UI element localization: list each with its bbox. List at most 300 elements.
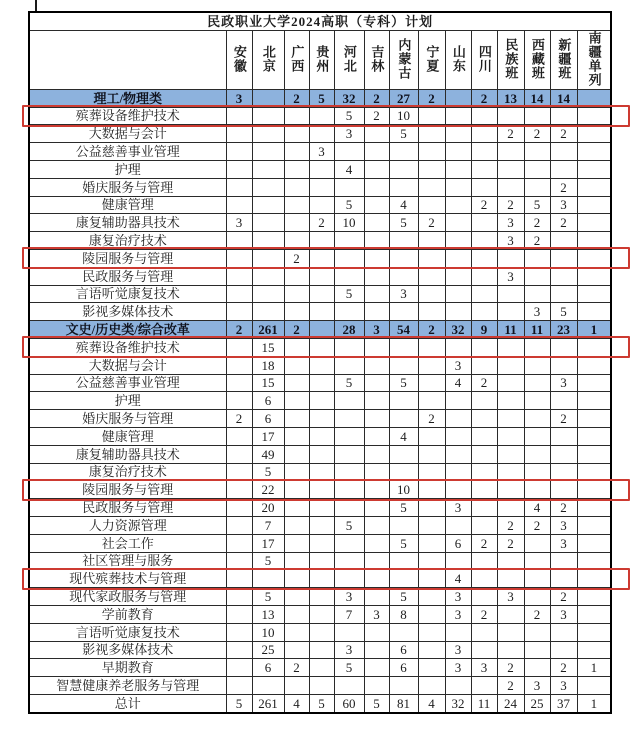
row-label: 学前教育 — [29, 605, 226, 623]
value-cell — [471, 285, 497, 303]
table-row — [29, 214, 611, 232]
value-cell — [524, 481, 550, 499]
value-cell — [550, 481, 577, 499]
value-cell — [445, 427, 471, 445]
value-cell — [252, 570, 284, 588]
value-cell — [364, 659, 389, 677]
value-cell: 5 — [389, 125, 418, 143]
column-header-label: 民族班 — [503, 37, 519, 80]
column-header — [550, 30, 577, 89]
value-cell — [309, 338, 334, 356]
table-row — [29, 143, 611, 161]
value-cell — [226, 303, 252, 321]
value-cell: 3 — [445, 605, 471, 623]
column-header — [577, 30, 611, 89]
table-row — [29, 534, 611, 552]
value-cell — [524, 427, 550, 445]
value-cell — [284, 160, 309, 178]
value-cell — [284, 481, 309, 499]
table-row — [29, 303, 611, 321]
value-cell — [252, 267, 284, 285]
value-cell — [418, 659, 445, 677]
value-cell — [577, 516, 611, 534]
value-cell — [471, 463, 497, 481]
value-cell: 3 — [226, 89, 252, 107]
value-cell — [334, 552, 364, 570]
value-cell — [309, 303, 334, 321]
value-cell — [497, 107, 524, 125]
column-header-label: 四川 — [476, 44, 492, 73]
column-header — [418, 30, 445, 89]
value-cell — [226, 338, 252, 356]
value-cell: 3 — [364, 321, 389, 339]
value-cell — [471, 232, 497, 250]
value-cell — [309, 445, 334, 463]
plan-table-body — [29, 89, 611, 712]
column-header — [364, 30, 389, 89]
value-cell — [389, 392, 418, 410]
value-cell: 10 — [334, 214, 364, 232]
value-cell — [226, 143, 252, 161]
value-cell: 10 — [252, 623, 284, 641]
value-cell — [497, 285, 524, 303]
value-cell: 17 — [252, 427, 284, 445]
value-cell — [364, 338, 389, 356]
value-cell: 4 — [389, 427, 418, 445]
value-cell: 2 — [524, 232, 550, 250]
value-cell — [334, 303, 364, 321]
value-cell — [497, 463, 524, 481]
value-cell: 2 — [550, 125, 577, 143]
table-row — [29, 552, 611, 570]
value-cell: 37 — [550, 694, 577, 712]
value-cell: 54 — [389, 321, 418, 339]
value-cell — [550, 552, 577, 570]
value-cell — [226, 516, 252, 534]
row-label: 早期教育 — [29, 659, 226, 677]
value-cell — [252, 89, 284, 107]
value-cell — [445, 338, 471, 356]
value-cell — [364, 677, 389, 695]
value-cell: 2 — [550, 659, 577, 677]
value-cell — [471, 356, 497, 374]
value-cell — [418, 356, 445, 374]
value-cell: 15 — [252, 338, 284, 356]
value-cell: 23 — [550, 321, 577, 339]
table-row — [29, 196, 611, 214]
table-row — [29, 356, 611, 374]
value-cell — [418, 552, 445, 570]
value-cell: 9 — [471, 321, 497, 339]
value-cell — [577, 338, 611, 356]
value-cell: 3 — [445, 659, 471, 677]
row-label: 社会工作 — [29, 534, 226, 552]
value-cell: 4 — [418, 694, 445, 712]
value-cell — [364, 641, 389, 659]
value-cell — [445, 516, 471, 534]
value-cell: 81 — [389, 694, 418, 712]
value-cell: 3 — [445, 588, 471, 606]
value-cell — [524, 534, 550, 552]
value-cell — [524, 445, 550, 463]
value-cell — [252, 214, 284, 232]
value-cell — [418, 605, 445, 623]
value-cell — [252, 196, 284, 214]
value-cell — [334, 267, 364, 285]
value-cell: 3 — [334, 641, 364, 659]
value-cell: 20 — [252, 499, 284, 517]
row-label: 总计 — [29, 694, 226, 712]
value-cell — [226, 463, 252, 481]
value-cell — [226, 534, 252, 552]
value-cell: 7 — [252, 516, 284, 534]
value-cell — [471, 249, 497, 267]
value-cell: 3 — [334, 588, 364, 606]
value-cell — [389, 232, 418, 250]
value-cell: 3 — [364, 605, 389, 623]
value-cell — [471, 338, 497, 356]
value-cell — [226, 196, 252, 214]
table-row — [29, 463, 611, 481]
value-cell — [284, 516, 309, 534]
column-header-label: 北京 — [260, 44, 276, 73]
value-cell — [445, 160, 471, 178]
value-cell — [389, 249, 418, 267]
value-cell: 5 — [364, 694, 389, 712]
table-row — [29, 107, 611, 125]
value-cell: 2 — [550, 588, 577, 606]
value-cell — [418, 338, 445, 356]
value-cell — [364, 623, 389, 641]
value-cell: 4 — [389, 196, 418, 214]
value-cell — [445, 552, 471, 570]
row-label: 人力资源管理 — [29, 516, 226, 534]
value-cell: 2 — [524, 125, 550, 143]
value-cell — [471, 267, 497, 285]
value-cell — [309, 125, 334, 143]
value-cell: 28 — [334, 321, 364, 339]
value-cell — [524, 143, 550, 161]
value-cell: 10 — [389, 481, 418, 499]
value-cell — [284, 267, 309, 285]
value-cell — [226, 392, 252, 410]
table-row — [29, 338, 611, 356]
table-row — [29, 232, 611, 250]
row-label: 大数据与会计 — [29, 356, 226, 374]
value-cell: 3 — [550, 534, 577, 552]
value-cell — [577, 588, 611, 606]
value-cell — [284, 392, 309, 410]
value-cell: 2 — [418, 321, 445, 339]
value-cell — [309, 160, 334, 178]
value-cell: 6 — [445, 534, 471, 552]
value-cell — [252, 249, 284, 267]
value-cell: 5 — [309, 89, 334, 107]
value-cell: 25 — [252, 641, 284, 659]
value-cell — [418, 392, 445, 410]
column-header — [284, 30, 309, 89]
row-label: 公益慈善事业管理 — [29, 374, 226, 392]
value-cell — [445, 481, 471, 499]
value-cell — [550, 623, 577, 641]
table-row — [29, 605, 611, 623]
value-cell: 13 — [497, 89, 524, 107]
value-cell — [550, 445, 577, 463]
value-cell — [524, 623, 550, 641]
row-label: 智慧健康养老服务与管理 — [29, 677, 226, 695]
row-label: 康复治疗技术 — [29, 232, 226, 250]
value-cell — [284, 143, 309, 161]
value-cell — [471, 214, 497, 232]
table-row — [29, 677, 611, 695]
value-cell — [284, 588, 309, 606]
column-header-label: 广西 — [289, 44, 305, 73]
value-cell — [364, 588, 389, 606]
value-cell — [252, 285, 284, 303]
value-cell — [550, 143, 577, 161]
value-cell — [364, 410, 389, 428]
value-cell — [577, 605, 611, 623]
value-cell — [226, 499, 252, 517]
value-cell — [497, 499, 524, 517]
value-cell — [389, 160, 418, 178]
value-cell — [389, 267, 418, 285]
row-label: 大数据与会计 — [29, 125, 226, 143]
value-cell — [284, 641, 309, 659]
value-cell — [445, 232, 471, 250]
value-cell — [364, 427, 389, 445]
value-cell — [577, 303, 611, 321]
value-cell: 2 — [309, 214, 334, 232]
value-cell — [334, 338, 364, 356]
value-cell — [334, 143, 364, 161]
table-row — [29, 392, 611, 410]
value-cell — [309, 588, 334, 606]
value-cell — [309, 356, 334, 374]
value-cell — [497, 303, 524, 321]
value-cell: 2 — [418, 89, 445, 107]
value-cell — [577, 232, 611, 250]
value-cell — [577, 143, 611, 161]
column-header — [524, 30, 550, 89]
value-cell — [471, 178, 497, 196]
value-cell — [577, 534, 611, 552]
value-cell — [364, 178, 389, 196]
value-cell: 27 — [389, 89, 418, 107]
value-cell — [577, 214, 611, 232]
value-cell: 4 — [524, 499, 550, 517]
value-cell — [445, 445, 471, 463]
value-cell — [577, 107, 611, 125]
value-cell: 2 — [497, 659, 524, 677]
row-label: 健康管理 — [29, 196, 226, 214]
table-title: 民政职业大学2024高职（专科）计划 — [29, 12, 611, 30]
value-cell: 22 — [252, 481, 284, 499]
value-cell — [524, 374, 550, 392]
value-cell: 60 — [334, 694, 364, 712]
value-cell — [418, 481, 445, 499]
value-cell — [309, 641, 334, 659]
value-cell — [524, 463, 550, 481]
value-cell: 2 — [497, 196, 524, 214]
table-row — [29, 160, 611, 178]
value-cell — [309, 107, 334, 125]
value-cell — [309, 178, 334, 196]
value-cell — [418, 534, 445, 552]
value-cell — [226, 570, 252, 588]
value-cell: 1 — [577, 659, 611, 677]
value-cell — [577, 178, 611, 196]
value-cell — [418, 570, 445, 588]
value-cell — [364, 232, 389, 250]
value-cell: 5 — [334, 107, 364, 125]
title-row — [29, 12, 611, 30]
value-cell: 2 — [226, 321, 252, 339]
row-label: 婚庆服务与管理 — [29, 178, 226, 196]
value-cell — [524, 267, 550, 285]
value-cell — [309, 552, 334, 570]
section-row — [29, 321, 611, 339]
row-label: 影视多媒体技术 — [29, 641, 226, 659]
value-cell — [524, 178, 550, 196]
value-cell — [284, 410, 309, 428]
value-cell — [577, 481, 611, 499]
value-cell — [418, 125, 445, 143]
value-cell — [418, 623, 445, 641]
row-label: 现代家政服务与管理 — [29, 588, 226, 606]
table-row — [29, 445, 611, 463]
value-cell — [389, 410, 418, 428]
value-cell — [418, 374, 445, 392]
value-cell — [418, 445, 445, 463]
value-cell — [550, 160, 577, 178]
value-cell — [309, 285, 334, 303]
value-cell — [418, 178, 445, 196]
value-cell: 2 — [471, 374, 497, 392]
value-cell: 3 — [389, 285, 418, 303]
value-cell — [334, 356, 364, 374]
value-cell — [309, 321, 334, 339]
column-header-label: 山东 — [450, 44, 466, 73]
value-cell — [577, 267, 611, 285]
value-cell: 4 — [445, 374, 471, 392]
row-label: 康复治疗技术 — [29, 463, 226, 481]
value-cell — [577, 125, 611, 143]
value-cell — [364, 463, 389, 481]
value-cell: 5 — [309, 694, 334, 712]
value-cell — [471, 570, 497, 588]
value-cell — [577, 570, 611, 588]
value-cell — [284, 356, 309, 374]
value-cell — [284, 374, 309, 392]
value-cell — [471, 445, 497, 463]
value-cell — [497, 427, 524, 445]
value-cell — [284, 570, 309, 588]
value-cell — [418, 516, 445, 534]
row-label: 民政服务与管理 — [29, 499, 226, 517]
column-header — [389, 30, 418, 89]
value-cell — [364, 285, 389, 303]
value-cell — [309, 374, 334, 392]
table-row — [29, 588, 611, 606]
value-cell: 10 — [389, 107, 418, 125]
value-cell — [524, 552, 550, 570]
table-row — [29, 125, 611, 143]
value-cell — [550, 392, 577, 410]
table-row — [29, 285, 611, 303]
value-cell — [334, 481, 364, 499]
row-label: 现代殡葬技术与管理 — [29, 570, 226, 588]
column-header-label: 新疆班 — [556, 37, 572, 80]
value-cell — [524, 659, 550, 677]
value-cell: 3 — [226, 214, 252, 232]
value-cell: 3 — [550, 196, 577, 214]
value-cell: 5 — [334, 196, 364, 214]
value-cell — [252, 160, 284, 178]
value-cell — [309, 516, 334, 534]
value-cell: 5 — [252, 588, 284, 606]
value-cell — [284, 107, 309, 125]
value-cell — [309, 463, 334, 481]
value-cell — [497, 338, 524, 356]
value-cell — [497, 641, 524, 659]
value-cell: 3 — [550, 677, 577, 695]
value-cell — [418, 285, 445, 303]
column-header — [309, 30, 334, 89]
value-cell — [445, 392, 471, 410]
value-cell — [524, 249, 550, 267]
value-cell — [389, 303, 418, 321]
column-header-label: 河北 — [341, 44, 357, 73]
value-cell — [226, 160, 252, 178]
value-cell — [418, 143, 445, 161]
value-cell: 6 — [252, 392, 284, 410]
value-cell — [389, 623, 418, 641]
value-cell — [471, 677, 497, 695]
value-cell — [550, 427, 577, 445]
value-cell — [577, 196, 611, 214]
value-cell — [524, 570, 550, 588]
row-label: 言语听觉康复技术 — [29, 623, 226, 641]
column-header — [471, 30, 497, 89]
value-cell — [364, 392, 389, 410]
value-cell — [418, 232, 445, 250]
value-cell — [309, 499, 334, 517]
value-cell — [471, 303, 497, 321]
value-cell — [309, 481, 334, 499]
value-cell — [550, 267, 577, 285]
value-cell — [471, 552, 497, 570]
row-label: 影视多媒体技术 — [29, 303, 226, 321]
value-cell: 3 — [550, 374, 577, 392]
value-cell — [389, 356, 418, 374]
value-cell: 3 — [497, 214, 524, 232]
column-header-label: 西藏班 — [529, 37, 545, 80]
value-cell — [497, 605, 524, 623]
value-cell — [497, 481, 524, 499]
value-cell — [226, 605, 252, 623]
row-label: 康复辅助器具技术 — [29, 214, 226, 232]
value-cell — [309, 659, 334, 677]
column-header — [334, 30, 364, 89]
value-cell — [334, 178, 364, 196]
value-cell — [309, 570, 334, 588]
value-cell — [284, 285, 309, 303]
value-cell — [471, 623, 497, 641]
value-cell: 2 — [497, 677, 524, 695]
value-cell — [284, 552, 309, 570]
value-cell: 3 — [524, 303, 550, 321]
